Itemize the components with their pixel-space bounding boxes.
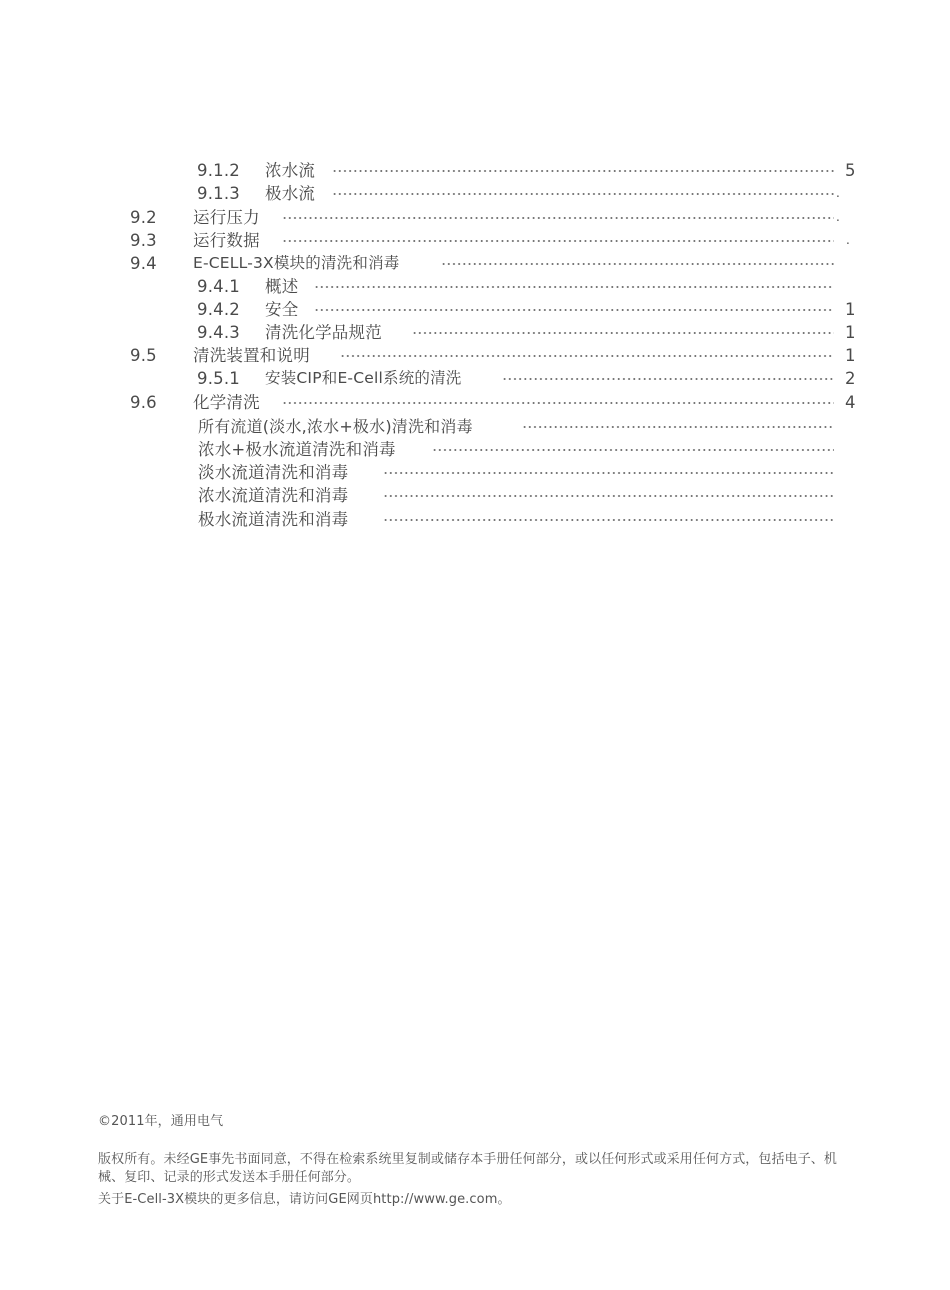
toc-entry-page: . <box>846 233 850 247</box>
toc-entry[interactable] <box>0 508 950 531</box>
toc-entry-title: E-CELL-3X模块的清洗和消毒 <box>193 254 400 272</box>
toc-entry-number: 9.5.1 <box>197 369 240 388</box>
toc-entry-title: 化学清洗 <box>193 393 260 412</box>
toc-entry[interactable] <box>0 415 950 438</box>
toc-entry[interactable] <box>0 391 950 414</box>
toc-entry-number: 9.6 <box>130 393 157 412</box>
dot-leader <box>282 238 834 244</box>
toc-entry[interactable] <box>0 298 950 321</box>
toc-entry-number: 9.2 <box>130 208 157 227</box>
dot-leader <box>282 400 834 406</box>
toc-entry-number: 9.4.1 <box>197 277 240 296</box>
dot-leader <box>282 215 834 221</box>
toc-entry-title: 清洗化学品规范 <box>265 323 382 342</box>
dot-leader <box>383 470 834 476</box>
toc-entry-title: 运行压力 <box>193 208 260 227</box>
toc-entry-title: 清洗装置和说明 <box>193 346 310 365</box>
toc-entry-number: 9.5 <box>130 346 157 365</box>
toc-entry-title: 极水流道清洗和消毒 <box>198 510 349 529</box>
toc-entry[interactable] <box>0 484 950 507</box>
toc-entry-title: 极水流 <box>265 184 316 203</box>
toc-entry[interactable] <box>0 229 950 252</box>
dot-leader <box>522 424 834 430</box>
dot-leader <box>314 284 834 290</box>
copyright-notice: ©2011年，通用电气 <box>98 1114 224 1129</box>
toc-entry-number: 9.3 <box>130 231 157 250</box>
toc-entry[interactable] <box>0 344 950 367</box>
toc-entry-page: 4 <box>845 393 856 412</box>
toc-entry-number: 9.1.2 <box>197 161 240 180</box>
toc-entry-number: 9.4.3 <box>197 323 240 342</box>
dot-leader <box>340 353 834 359</box>
dot-leader <box>441 261 834 267</box>
dot-leader <box>314 307 834 313</box>
toc-entry-title: 所有流道(淡水,浓水+极水)清洗和消毒 <box>198 417 473 436</box>
toc-entry-page: 1 <box>845 323 856 342</box>
dot-leader <box>383 517 834 523</box>
toc-entry[interactable] <box>0 275 950 298</box>
dot-leader <box>502 376 834 382</box>
toc-entry[interactable] <box>0 438 950 461</box>
toc-entry[interactable] <box>0 461 950 484</box>
toc-entry[interactable] <box>0 206 950 229</box>
toc-entry-number: 9.1.3 <box>197 184 240 203</box>
dot-leader <box>332 191 834 197</box>
toc-entry-title: 浓水流 <box>265 161 316 180</box>
toc-entry[interactable] <box>0 321 950 344</box>
toc-entry[interactable] <box>0 367 950 390</box>
toc-entry-number: 9.4.2 <box>197 300 240 319</box>
toc-entry[interactable] <box>0 159 950 182</box>
table-of-contents <box>0 0 950 540</box>
dot-leader <box>432 447 834 453</box>
rights-statement: 版权所有。未经GE事先书面同意，不得在检索系统里复制或储存本手册任何部分，或以任何形式或采用任何方式，包括电子、机械、复印、记录的形式发送本手册任何部分。 <box>98 1152 837 1185</box>
more-info-text: 关于E-Cell-3X模块的更多信息，请访问GE网页http://www.ge.com。 <box>98 1192 511 1207</box>
toc-entry-page: 1 <box>845 346 856 365</box>
toc-entry-page: 1 <box>845 300 856 319</box>
toc-entry-title: 概述 <box>265 277 299 296</box>
toc-entry-title: 安装CIP和E-Cell系统的清洗 <box>265 369 462 387</box>
toc-entry-page: 2 <box>845 369 856 388</box>
toc-entry[interactable] <box>0 182 950 205</box>
toc-entry-number: 9.4 <box>130 254 157 273</box>
toc-entry-title: 浓水流道清洗和消毒 <box>198 486 349 505</box>
toc-entry-page: 5 <box>845 161 856 180</box>
dot-leader <box>383 493 834 499</box>
toc-entry-title: 运行数据 <box>193 231 260 250</box>
dot-leader <box>412 330 834 336</box>
toc-entry-title: 浓水+极水流道清洗和消毒 <box>198 440 396 459</box>
toc-entry-page: . <box>836 210 840 224</box>
toc-entry-title: 安全 <box>265 300 299 319</box>
dot-leader <box>332 168 834 174</box>
toc-entry[interactable] <box>0 252 950 275</box>
toc-entry-title: 淡水流道清洗和消毒 <box>198 463 349 482</box>
toc-entry-page: . <box>836 186 840 200</box>
